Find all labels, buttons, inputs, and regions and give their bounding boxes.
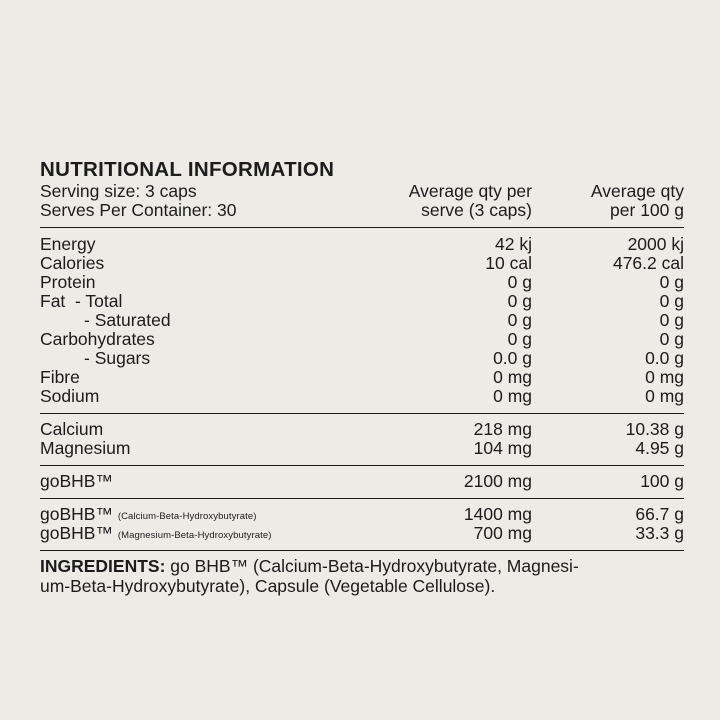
table-row	[40, 349, 684, 368]
per-100g-value: 0 g	[659, 329, 684, 349]
col-header-per-100g-2: per 100 g	[610, 200, 684, 220]
panel-title: NUTRITIONAL INFORMATION	[40, 158, 335, 181]
table-row	[40, 420, 684, 439]
per-serve-value: 1400 mg	[463, 504, 532, 524]
per-100g-value: 4.95 g	[635, 438, 684, 458]
col-header-per-serve-1: Average qty per	[408, 181, 532, 201]
bhb-breakdown-section	[40, 498, 684, 550]
per-serve-value: 10 cal	[485, 253, 532, 273]
per-serve-value: 0 g	[507, 329, 532, 349]
per-100g-value: 476.2 cal	[612, 253, 684, 273]
per-serve-value: 0 mg	[493, 386, 532, 406]
per-100g-value: 2000 kj	[627, 234, 684, 254]
per-serve-value: 218 mg	[473, 419, 532, 439]
per-100g-value: 0 g	[659, 291, 684, 311]
row-label-note: (Calcium-Beta-Hydroxybutyrate)	[117, 511, 257, 522]
bhb-section	[40, 465, 684, 498]
per-100g-value: 66.7 g	[635, 504, 684, 524]
row-label: Fibre	[40, 367, 80, 387]
row-label	[40, 524, 382, 545]
per-serve-value: 700 mg	[473, 523, 532, 543]
per-100g-value: 0 mg	[645, 386, 684, 406]
row-label-note: (Magnesium-Beta-Hydroxybutyrate)	[117, 530, 272, 541]
per-100g-value: 10.38 g	[625, 419, 684, 439]
row-label-name: goBHB™	[40, 504, 113, 524]
per-100g-value: 100 g	[640, 471, 684, 491]
serves-per-container: Serves Per Container: 30	[40, 200, 237, 220]
nutrition-panel	[40, 158, 684, 596]
per-serve-value: 0 g	[507, 310, 532, 330]
table-row	[40, 273, 684, 292]
header-section	[40, 182, 684, 220]
row-label: Energy	[40, 234, 96, 254]
per-100g-value: 33.3 g	[635, 523, 684, 543]
per-100g-value: 0 mg	[645, 367, 684, 387]
ingredients-section	[40, 550, 684, 596]
table-row	[40, 505, 684, 524]
table-row	[40, 235, 684, 254]
row-label: Sodium	[40, 386, 100, 406]
serving-size: Serving size: 3 caps	[40, 181, 197, 201]
row-label: Carbohydrates	[40, 329, 155, 349]
per-serve-value: 104 mg	[473, 438, 532, 458]
table-row	[40, 368, 684, 387]
row-label: - Saturated	[84, 310, 171, 330]
per-serve-value: 0 mg	[493, 367, 532, 387]
per-serve-value: 0 g	[507, 272, 532, 292]
table-row	[40, 330, 684, 349]
per-serve-value: 0 g	[507, 291, 532, 311]
col-header-per-100g-1: Average qty	[590, 181, 684, 201]
per-100g-value: 0.0 g	[645, 348, 684, 368]
row-label: - Sugars	[84, 348, 151, 368]
row-label: Protein	[40, 272, 96, 292]
per-serve-value: 2100 mg	[463, 471, 532, 491]
row-label-name: goBHB™	[40, 523, 113, 543]
table-row	[40, 311, 684, 330]
table-row	[40, 524, 684, 543]
table-row	[40, 292, 684, 311]
per-serve-value: 42 kj	[495, 234, 532, 254]
per-serve-value: 0.0 g	[493, 348, 532, 368]
nutrients-section	[40, 227, 684, 413]
per-100g-value: 0 g	[659, 272, 684, 292]
table-row	[40, 387, 684, 406]
table-row	[40, 254, 684, 273]
minerals-section	[40, 413, 684, 465]
table-row	[40, 472, 684, 491]
table-row	[40, 439, 684, 458]
per-100g-value: 0 g	[659, 310, 684, 330]
col-header-per-serve-2: serve (3 caps)	[421, 200, 532, 220]
row-label: Fat - Total	[40, 291, 123, 311]
ingredients-text-1: go BHB™ (Calcium-Beta-Hydroxybutyrate, Magnesi-	[165, 556, 579, 576]
ingredients-heading: INGREDIENTS:	[40, 556, 166, 576]
ingredients-line-1	[40, 557, 684, 577]
row-label: Magnesium	[40, 438, 131, 458]
row-label: Calories	[40, 253, 105, 273]
ingredients-line-2: um-Beta-Hydroxybutyrate), Capsule (Vegetable Cellulose).	[40, 575, 496, 596]
row-label: goBHB™	[40, 471, 113, 491]
row-label: Calcium	[40, 419, 104, 439]
